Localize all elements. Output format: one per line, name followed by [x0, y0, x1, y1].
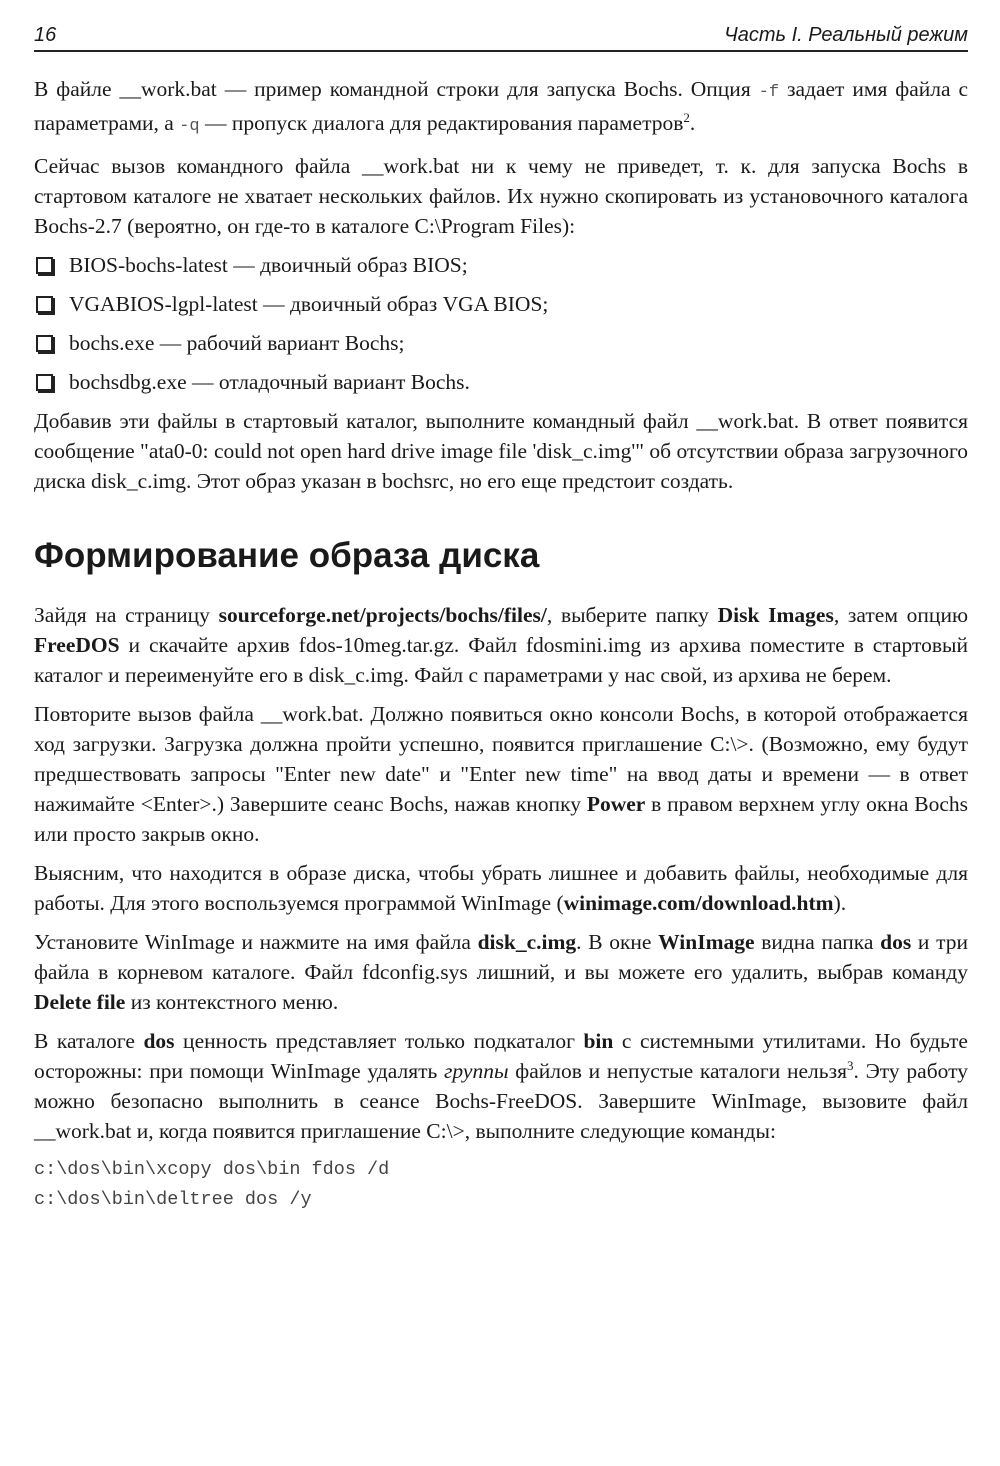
paragraph-1: В файле __work.bat — пример командной строки для запуска Bochs. Опция -f задает имя файла с параметрами, а -q — пропуск диалога для редактирования параметров$^2$. — [34, 77, 968, 136]
checkbox-bullet-icon — [36, 335, 53, 352]
checkbox-bullet-icon — [36, 257, 53, 274]
paragraph-5: Повторите вызов файла __work.bat. Должно появиться окно консоли Bochs, в которой отображается ход загрузки. Загрузка должна пройти успешно, появится приглашение C:\>. (Возможно, ему будут предшествовать запросы "Enter new date" и "Enter new time" на ввод даты и времени — в ответ нажимайте <Enter>.) Завершите сеанс Bochs, нажав кнопку Power в правом верхнем углу окна Bochs или просто закрыв окно. — [34, 702, 968, 846]
section-heading: Формирование образа диска — [34, 536, 540, 575]
section-title: Часть I. Реальный режим — [724, 24, 968, 46]
option-q: -q — [179, 117, 200, 136]
running-header — [34, 20, 968, 52]
list-item: bochsdbg.exe — отладочный вариант Bochs. — [34, 367, 968, 397]
paragraph-2: Сейчас вызов командного файла __work.bat ни к чему не приведет, т. к. для запуска Bochs в стартовом каталоге не хватает нескольких файлов. Их нужно скопировать из установочного каталога Bochs-2.7 (вероятно, он где-то в каталоге C:\Program Files): — [34, 154, 968, 238]
file-list — [34, 250, 968, 397]
paragraph-4: Зайдя на страницу sourceforge.net/projects/bochs/files/, выберите папку Disk Images, затем опцию FreeDOS и скачайте архив fdos-10meg.tar.gz. Файл fdosmini.img из архива поместите в стартовый каталог и переименуйте его в disk_c.img. Файл с параметрами у нас свой, из архива не берем. — [34, 603, 969, 687]
list-item: VGABIOS-lgpl-latest — двоичный образ VGA BIOS; — [34, 289, 968, 319]
option-f: -f — [758, 83, 780, 102]
sourceforge-link: sourceforge.net/projects/bochs/files/ — [218, 603, 547, 627]
paragraph-8: В каталоге dos ценность представляет только подкаталог bin с системными утилитами. Но будьте осторожны: при помощи WinImage удалять группы файлов и непустые каталоги нельзя$^3$. Эту работу можно безопасно выполнить в сеансе Bochs-FreeDOS. Завершите WinImage, вызовите файл __work.bat и, когда появится приглашение C:\>, выполните следующие команды: — [34, 1029, 968, 1143]
footnote-ref-2: 2 — [683, 109, 690, 125]
page-number: 16 — [34, 24, 57, 46]
code-block — [34, 1155, 968, 1215]
paragraph-7: Установите WinImage и нажмите на имя файла disk_c.img. В окне WinImage видна папка dos и три файла в корневом каталоге. Файл fdconfig.sys лишний, и вы можете его удалить, выбрав команду Delete file из контекстного меню. — [34, 930, 968, 1014]
checkbox-bullet-icon — [36, 374, 53, 391]
paragraph-6: Выясним, что находится в образе диска, чтобы убрать лишнее и добавить файлы, необходимые для работы. Для этого воспользуемся программой WinImage (winimage.com/download.htm). — [34, 861, 968, 915]
checkbox-bullet-icon — [36, 296, 53, 313]
paragraph-3: Добавив эти файлы в стартовый каталог, выполните командный файл __work.bat. В ответ появится сообщение "ata0-0: could not open hard drive image file 'disk_c.img'" об отсутствии образа загрузочного диска disk_c.img. Этот образ указан в bochsrc, но его еще предстоит создать. — [34, 409, 968, 493]
winimage-link: winimage.com/download.htm — [563, 891, 834, 915]
list-item: BIOS-bochs-latest — двоичный образ BIOS; — [34, 250, 968, 280]
list-item: bochs.exe — рабочий вариант Bochs; — [34, 328, 968, 358]
footnote-ref-3: 3 — [846, 1057, 854, 1073]
code-line: c:\dos\bin\deltree dos /y — [34, 1189, 312, 1210]
page-body — [34, 74, 968, 1215]
code-line: c:\dos\bin\xcopy dos\bin fdos /d — [34, 1159, 390, 1180]
